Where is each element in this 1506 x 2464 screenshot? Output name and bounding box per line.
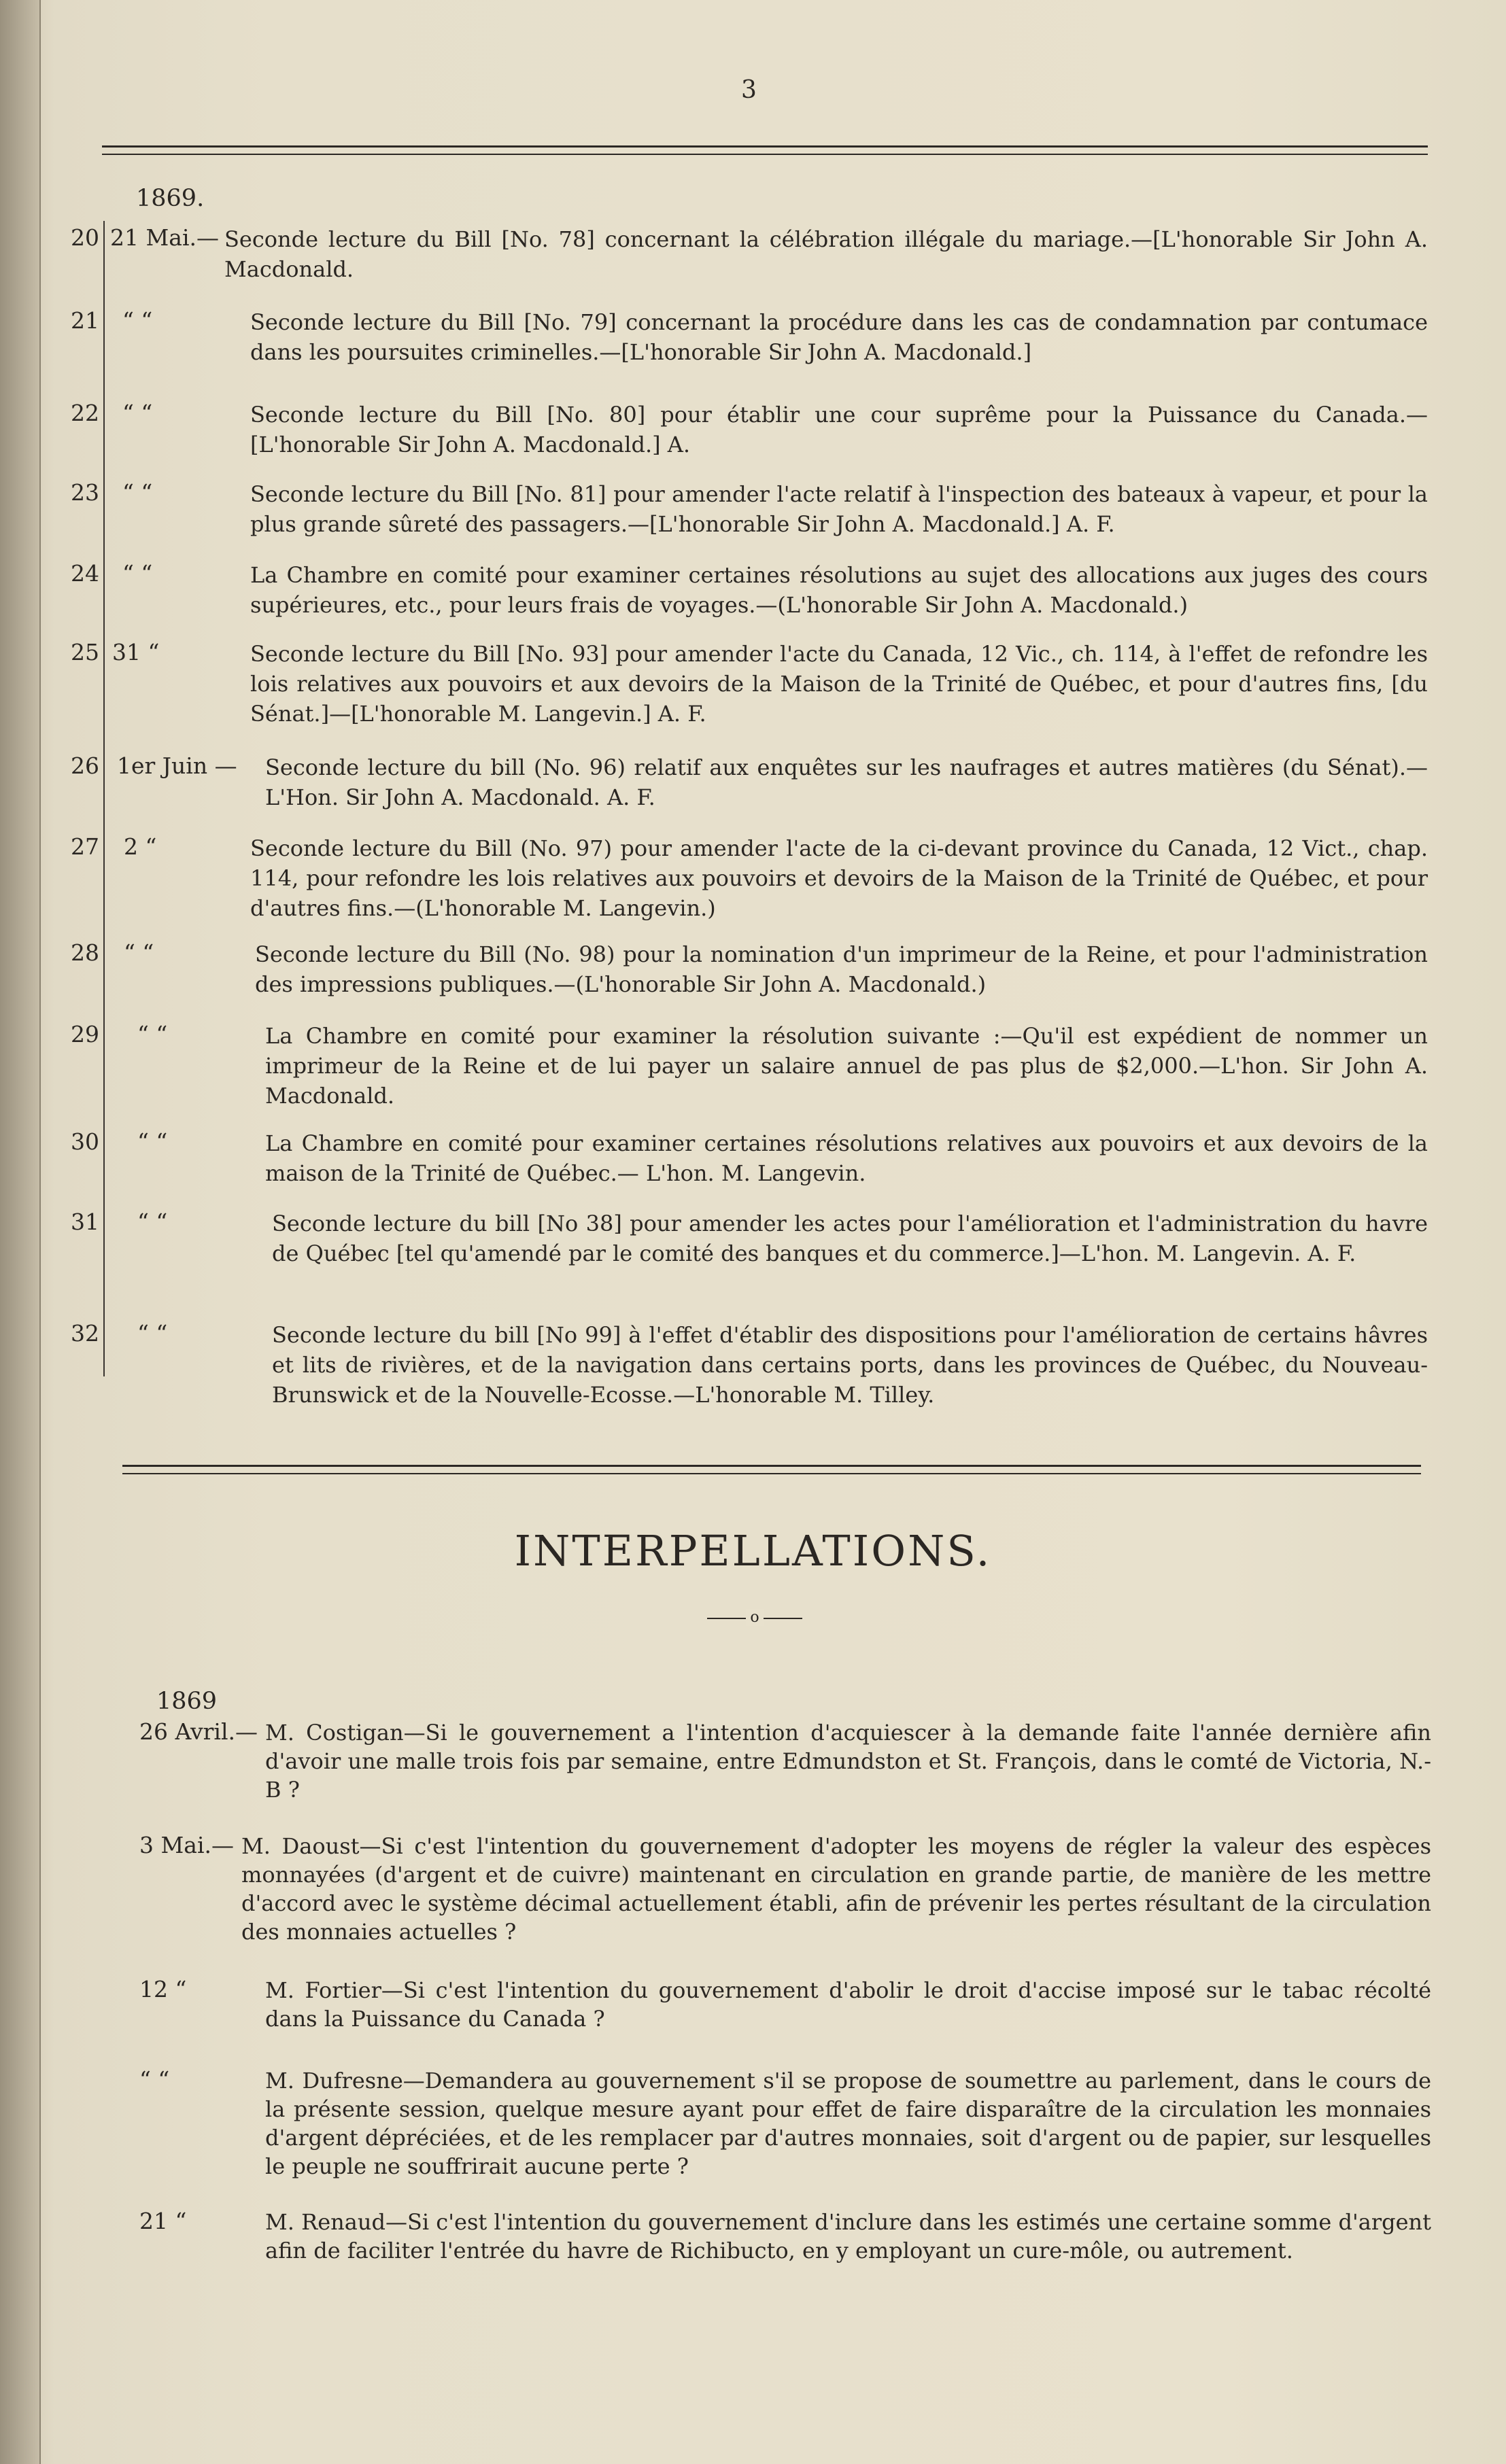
entry-text: Seconde lecture du Bill [No. 78] concernant la célébration illégale du mariage.—[L'honorable Sir John A. Macdonald. [224,226,1428,282]
entry-text: La Chambre en comité pour examiner certaines résolutions relatives aux pouvoirs et aux devoirs de la maison de la Trinité de Québec.— L'hon. M. Langevin. [265,1130,1428,1186]
interpellation-text: M. Fortier—Si c'est l'intention du gouvernement d'abolir le droit d'accise imposé sur le tabac récolté dans la Puissance du Canada ? [265,1977,1431,2032]
interpellations-year: 1869 [156,1688,218,1715]
interpellation-item [139,1718,1431,1803]
entry-date: 21 Mai.— [110,224,219,251]
entry-text: Seconde lecture du Bill [No. 79] concernant la procédure dans les cas de condamnation par contumace dans les poursuites criminelles.—[L'honorable Sir John A. Macdonald.] [250,309,1428,365]
entry-text: Seconde lecture du Bill (No. 97) pour amender l'acte de la ci-devant province du Canada, 12 Vict., chap. 114, pour refondre les lois relatives aux pouvoirs et devoirs de la Maison de la Trinité de Québec, et pour d'autres fins.—(L'honorable M. Langevin.) [250,835,1428,921]
entry-number: 31 [71,1209,99,1235]
entry-number: 24 [71,560,99,587]
interpellation-date: 3 Mai.— [139,1832,234,1858]
title-ornament [707,1609,802,1626]
section-divider-rule [122,1465,1421,1474]
entry-number: 22 [71,400,99,426]
interpellation-item [139,1976,1431,2058]
entry-number: 28 [71,939,99,966]
ornament-glyph: o [746,1609,763,1626]
entry-number: 27 [71,833,99,860]
entry-text: La Chambre en comité pour examiner la résolution suivante :—Qu'il est expédient de nommer un imprimeur de la Reine et de lui payer un salaire annuel de pas plus de $2,000.—L'hon. Sir John A. Macdonald. [265,1023,1428,1109]
entry-text: La Chambre en comité pour examiner certaines résolutions au sujet des allocations aux juges des cours supérieures, etc., pour leurs frais de voyages.—(L'honorable Sir John A. Macdonald.) [250,562,1428,618]
entry-text: Seconde lecture du bill [No 99] à l'effet d'établir des dispositions pour l'amélioration de certains hâvres et lits de rivières, et de la navigation dans certains ports, dans les provinces de Québec, du Nouveau-Brunswick et de la Nouvelle-Ecosse.—L'honorable M. Tilley. [272,1322,1428,1408]
interpellation-item [139,1832,1431,1945]
interpellation-date: “ “ [139,2066,170,2093]
entry-text: Seconde lecture du Bill (No. 98) pour la nomination d'un imprimeur de la Reine, et pour l'administration des impressions publiques.—(L'honorable Sir John A. Macdonald.) [255,941,1428,997]
order-entry-32 [61,1320,1428,1408]
entry-date: “ “ [137,1128,168,1155]
interpellation-text: M. Costigan—Si le gouvernement a l'intention d'acquiescer à la demande faite l'année dernière afin d'avoir une malle trois fois par semaine, entre Edmundston et St. François, dans le comté de Victoria, N.-B ? [265,1720,1431,1803]
interpellation-text: M. Renaud—Si c'est l'intention du gouvernement d'inclure dans les estimés une certaine somme d'argent afin de faciliter l'entrée du havre de Richibucto, en y employant un cure-môle, ou autrement. [265,2209,1431,2263]
entry-text: Seconde lecture du Bill [No. 80] pour établir une cour suprême pour la Puissance du Canada.—[L'honorable Sir John A. Macdonald.] A. [250,402,1428,457]
entry-date: 1er Juin — [117,752,237,779]
entry-date: “ “ [137,1209,168,1235]
order-entry-28 [61,939,1428,1021]
entry-number: 32 [71,1320,99,1347]
order-entry-31 [61,1209,1428,1290]
entry-text: Seconde lecture du Bill [No. 93] pour amender l'acte du Canada, 12 Vic., ch. 114, à l'effet de refondre les lois relatives aux pouvoirs et aux devoirs de la Maison de la Trinité de Québec, et pour d'autres fins, [du Sénat.]—[L'honorable M. Langevin.] A. F. [250,641,1428,727]
order-entry-23 [61,479,1428,561]
order-entry-24 [61,560,1428,642]
entry-date: “ “ [124,939,154,966]
interpellation-date: 26 Avril.— [139,1718,258,1745]
entry-date: “ “ [137,1320,168,1347]
entry-number: 21 [71,307,99,334]
entry-number: 30 [71,1128,99,1155]
order-entry-21 [61,307,1428,389]
entry-date: “ “ [137,1021,168,1047]
orders-year: 1869. [136,185,205,212]
page-number: 3 [741,76,757,104]
entry-number: 26 [71,752,99,779]
entry-date: “ “ [122,560,153,587]
entry-date: 2 “ [124,833,157,860]
order-entry-27 [61,833,1428,921]
interpellation-date: 21 “ [139,2208,187,2234]
order-entry-22 [61,400,1428,481]
order-entry-20 [61,224,1428,306]
interpellation-date: 12 “ [139,1976,187,2002]
header-rule [102,145,1428,155]
entry-text: Seconde lecture du bill [No 38] pour amender les actes pour l'amélioration et l'administration du havre de Québec [tel qu'amendé par le comité des banques et du commerce.]—L'hon. M. Langevin. A. F. [272,1211,1428,1266]
entry-text: Seconde lecture du Bill [No. 81] pour amender l'acte relatif à l'inspection des bateaux à vapeur, et pour la plus grande sûreté des passagers.—[L'honorable Sir John A. Macdonald.] A. F. [250,481,1428,537]
entry-number: 29 [71,1021,99,1047]
entry-date: “ “ [122,479,153,506]
book-binding-edge [0,0,41,2464]
entry-date: “ “ [122,400,153,426]
order-entry-26 [61,752,1428,834]
entry-date: “ “ [122,307,153,334]
entry-number: 23 [71,479,99,506]
interpellation-item [139,2208,1431,2289]
entry-number: 25 [71,639,99,665]
interpellation-item [139,2066,1431,2179]
entry-date: 31 “ [112,639,160,665]
order-entry-30 [61,1128,1428,1210]
interpellation-text: M. Dufresne—Demandera au gouvernement s'il se propose de soumettre au parlement, dans le cours de la présente session, quelque mesure ayant pour effet de faire disparaître de la circulation les monnaies d'argent dépréciées, et de les remplacer par d'autres monnaies, soit d'argent ou de papier, sur lesquelles le peuple ne souffrirait aucune perte ? [265,2068,1431,2179]
entry-number: 20 [71,224,99,251]
order-entry-25 [61,639,1428,727]
entry-text: Seconde lecture du bill (No. 96) relatif aux enquêtes sur les naufrages et autres matières (du Sénat).—L'Hon. Sir John A. Macdonald. A. F. [265,754,1428,810]
interpellation-text: M. Daoust—Si c'est l'intention du gouvernement d'adopter les moyens de régler la valeur des espèces monnayées (d'argent et de cuivre) maintenant en circulation en grande partie, de manière de les mettre d'accord avec le système décimal actuellement établi, afin de prévenir les pertes résultant de la circulation des monnaies actuelles ? [241,1833,1431,1945]
section-title: INTERPELLATIONS. [514,1526,992,1576]
order-entry-29 [61,1021,1428,1109]
